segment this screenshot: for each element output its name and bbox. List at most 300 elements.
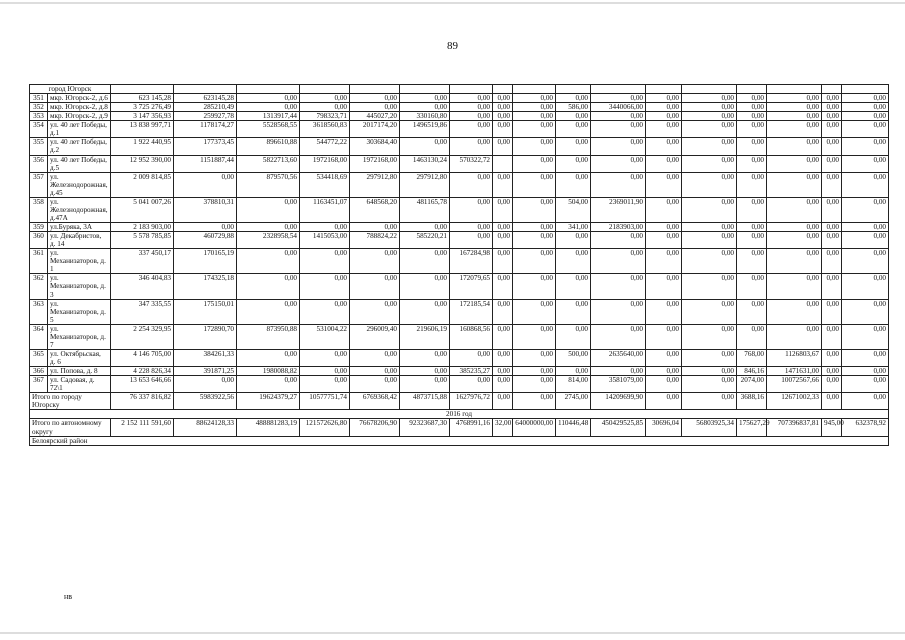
- value-cell: 2369011,90: [591, 197, 646, 222]
- value-cell: 0,00: [493, 274, 513, 299]
- table-row: [30, 103, 889, 112]
- value-cell: 798323,71: [300, 112, 350, 121]
- value-cell: 0,00: [350, 94, 400, 103]
- value-cell: 0,00: [682, 172, 737, 197]
- total-city-value: 2745,00: [556, 393, 591, 410]
- value-cell: 346 404,83: [111, 274, 174, 299]
- value-cell: 0,00: [682, 112, 737, 121]
- value-cell: 285210,49: [174, 103, 237, 112]
- value-cell: 0,00: [493, 299, 513, 324]
- value-cell: 2 009 814,85: [111, 172, 174, 197]
- value-cell: 0,00: [822, 121, 842, 138]
- value-cell: 0,00: [682, 155, 737, 172]
- value-cell: 2183903,00: [591, 223, 646, 232]
- row-number: 363: [30, 299, 48, 324]
- value-cell: 385235,27: [450, 367, 493, 376]
- value-cell: 172185,54: [450, 299, 493, 324]
- table-row: [30, 349, 889, 366]
- value-cell: 0,00: [493, 197, 513, 222]
- total-city-value: 10577751,74: [300, 393, 350, 410]
- row-number: 362: [30, 274, 48, 299]
- total-city-value: 3688,16: [737, 393, 767, 410]
- value-cell: 648568,20: [350, 197, 400, 222]
- value-cell: 0,00: [737, 274, 767, 299]
- value-cell: 0,00: [646, 197, 682, 222]
- value-cell: 5 578 785,85: [111, 232, 174, 249]
- row-number: 354: [30, 121, 48, 138]
- address-cell: ул. Механизаторов, д. 1: [48, 249, 111, 274]
- total-city-row: [30, 393, 889, 410]
- value-cell: 0,00: [513, 172, 556, 197]
- table-row: [30, 223, 889, 232]
- value-cell: 544772,22: [300, 138, 350, 155]
- value-cell: 0,00: [682, 197, 737, 222]
- value-cell: 0,00: [300, 223, 350, 232]
- value-cell: 1313917,44: [237, 112, 300, 121]
- value-cell: 0,00: [350, 349, 400, 366]
- page-number: 89: [447, 40, 458, 52]
- value-cell: 0,00: [591, 232, 646, 249]
- value-cell: 172890,70: [174, 324, 237, 349]
- value-cell: 0,00: [767, 274, 822, 299]
- value-cell: 534418,69: [300, 172, 350, 197]
- value-cell: 4 228 826,34: [111, 367, 174, 376]
- row-number: 364: [30, 324, 48, 349]
- value-cell: 0,00: [450, 121, 493, 138]
- value-cell: 3 147 356,93: [111, 112, 174, 121]
- value-cell: 0,00: [682, 376, 737, 393]
- value-cell: 0,00: [237, 103, 300, 112]
- value-cell: 0,00: [174, 223, 237, 232]
- value-cell: 0,00: [822, 274, 842, 299]
- value-cell: 0,00: [842, 249, 889, 274]
- value-cell: 0,00: [350, 299, 400, 324]
- value-cell: 0,00: [493, 121, 513, 138]
- total-okrug-value: 56803925,34: [682, 419, 737, 436]
- value-cell: 0,00: [822, 349, 842, 366]
- value-cell: 330160,80: [400, 112, 450, 121]
- value-cell: 0,00: [493, 138, 513, 155]
- value-cell: 0,00: [237, 349, 300, 366]
- value-cell: 4 146 705,00: [111, 349, 174, 366]
- value-cell: 0,00: [237, 299, 300, 324]
- value-cell: 0,00: [556, 138, 591, 155]
- value-cell: 0,00: [737, 112, 767, 121]
- row-number: 366: [30, 367, 48, 376]
- address-cell: ул. Железнодорожная, д.45: [48, 172, 111, 197]
- value-cell: 0,00: [682, 324, 737, 349]
- table-row: [30, 299, 889, 324]
- total-okrug-value: 488881283,19: [237, 419, 300, 436]
- total-okrug-value: 2 152 111 591,60: [111, 419, 174, 436]
- value-cell: 1 922 440,95: [111, 138, 174, 155]
- value-cell: 0,00: [822, 324, 842, 349]
- value-cell: 1178174,27: [174, 121, 237, 138]
- value-cell: 0,00: [591, 155, 646, 172]
- value-cell: 0,00: [682, 249, 737, 274]
- total-okrug-label: Итого по автономному округу: [30, 419, 111, 436]
- total-city-value: 19624379,27: [237, 393, 300, 410]
- value-cell: 0,00: [400, 376, 450, 393]
- section-header-row: [30, 85, 889, 94]
- total-okrug-value: 88624128,33: [174, 419, 237, 436]
- address-cell: ул. Октябрьская, д. 6: [48, 349, 111, 366]
- address-cell: мкр. Югорск-2, д.8: [48, 103, 111, 112]
- value-cell: 0,00: [646, 103, 682, 112]
- row-number: 353: [30, 112, 48, 121]
- value-cell: 586,00: [556, 103, 591, 112]
- value-cell: 0,00: [493, 103, 513, 112]
- total-okrug-value: 30696,04: [646, 419, 682, 436]
- value-cell: 0,00: [591, 121, 646, 138]
- address-cell: ул.Буряка, 3А: [48, 223, 111, 232]
- value-cell: 0,00: [237, 197, 300, 222]
- value-cell: 0,00: [450, 112, 493, 121]
- value-cell: 0,00: [842, 223, 889, 232]
- value-cell: 0,00: [237, 94, 300, 103]
- value-cell: 0,00: [350, 103, 400, 112]
- value-cell: 0,00: [842, 299, 889, 324]
- value-cell: 0,00: [842, 367, 889, 376]
- value-cell: 5 041 007,26: [111, 197, 174, 222]
- value-cell: 0,00: [513, 138, 556, 155]
- value-cell: 2328958,54: [237, 232, 300, 249]
- value-cell: 1151887,44: [174, 155, 237, 172]
- value-cell: 1471631,00: [767, 367, 822, 376]
- value-cell: 3618560,83: [300, 121, 350, 138]
- value-cell: 0,00: [646, 155, 682, 172]
- district-row: [30, 436, 889, 445]
- value-cell: 0,00: [767, 324, 822, 349]
- value-cell: 303684,40: [350, 138, 400, 155]
- value-cell: 5528568,55: [237, 121, 300, 138]
- value-cell: 0,00: [450, 138, 493, 155]
- value-cell: 0,00: [513, 94, 556, 103]
- value-cell: 13 653 646,66: [111, 376, 174, 393]
- value-cell: [493, 155, 513, 172]
- value-cell: 12 952 390,00: [111, 155, 174, 172]
- total-okrug-value: 92323687,30: [400, 419, 450, 436]
- value-cell: 160868,56: [450, 324, 493, 349]
- table-row: [30, 232, 889, 249]
- value-cell: 0,00: [556, 155, 591, 172]
- value-cell: 219606,19: [400, 324, 450, 349]
- value-cell: 0,00: [350, 367, 400, 376]
- value-cell: 0,00: [737, 94, 767, 103]
- table-row: [30, 172, 889, 197]
- row-number: 355: [30, 138, 48, 155]
- total-city-value: 5983922,56: [174, 393, 237, 410]
- value-cell: 0,00: [493, 172, 513, 197]
- total-okrug-value: 175627,29: [737, 419, 767, 436]
- value-cell: 0,00: [450, 197, 493, 222]
- value-cell: 0,00: [682, 138, 737, 155]
- value-cell: 172079,65: [450, 274, 493, 299]
- value-cell: 337 450,17: [111, 249, 174, 274]
- value-cell: 0,00: [513, 367, 556, 376]
- value-cell: 1415053,00: [300, 232, 350, 249]
- value-cell: 0,00: [842, 274, 889, 299]
- table-row: [30, 94, 889, 103]
- value-cell: 0,00: [513, 324, 556, 349]
- value-cell: 0,00: [737, 299, 767, 324]
- address-cell: ул. Механизаторов, д. 5: [48, 299, 111, 324]
- value-cell: 0,00: [842, 197, 889, 222]
- value-cell: 0,00: [493, 223, 513, 232]
- value-cell: 0,00: [556, 274, 591, 299]
- value-cell: 0,00: [400, 103, 450, 112]
- section-title: город Югорск: [30, 85, 111, 94]
- value-cell: 0,00: [646, 232, 682, 249]
- value-cell: 0,00: [300, 367, 350, 376]
- total-okrug-value: 450429525,85: [591, 419, 646, 436]
- value-cell: 0,00: [822, 232, 842, 249]
- value-cell: 0,00: [513, 376, 556, 393]
- value-cell: 0,00: [237, 274, 300, 299]
- value-cell: 0,00: [737, 103, 767, 112]
- value-cell: 0,00: [767, 232, 822, 249]
- table-row: [30, 376, 889, 393]
- value-cell: 0,00: [556, 249, 591, 274]
- total-okrug-value: 4768991,16: [450, 419, 493, 436]
- table-row: [30, 197, 889, 222]
- value-cell: 0,00: [822, 155, 842, 172]
- value-cell: 1163451,07: [300, 197, 350, 222]
- value-cell: 3440066,00: [591, 103, 646, 112]
- value-cell: 0,00: [682, 103, 737, 112]
- value-cell: 0,00: [493, 94, 513, 103]
- value-cell: 378810,31: [174, 197, 237, 222]
- scan-bottom-edge: [0, 632, 905, 634]
- value-cell: 0,00: [493, 367, 513, 376]
- value-cell: 0,00: [237, 223, 300, 232]
- value-cell: 0,00: [513, 121, 556, 138]
- value-cell: 0,00: [450, 349, 493, 366]
- value-cell: 0,00: [767, 103, 822, 112]
- value-cell: 0,00: [513, 274, 556, 299]
- value-cell: 0,00: [513, 223, 556, 232]
- table-row: [30, 155, 889, 172]
- value-cell: 0,00: [767, 223, 822, 232]
- value-cell: 2 183 903,00: [111, 223, 174, 232]
- value-cell: 0,00: [767, 138, 822, 155]
- value-cell: 0,00: [513, 299, 556, 324]
- value-cell: 0,00: [237, 376, 300, 393]
- value-cell: 0,00: [822, 197, 842, 222]
- value-cell: 788824,22: [350, 232, 400, 249]
- value-cell: 0,00: [822, 112, 842, 121]
- value-cell: 0,00: [737, 324, 767, 349]
- value-cell: 0,00: [513, 103, 556, 112]
- value-cell: 0,00: [737, 138, 767, 155]
- value-cell: 0,00: [400, 138, 450, 155]
- address-cell: ул. Декабристов, д. 14: [48, 232, 111, 249]
- value-cell: 0,00: [737, 232, 767, 249]
- repair-schedule-table: [29, 84, 889, 446]
- value-cell: 768,00: [737, 349, 767, 366]
- value-cell: 0,00: [493, 112, 513, 121]
- value-cell: 0,00: [646, 223, 682, 232]
- total-okrug-value: 64000000,00: [513, 419, 556, 436]
- address-cell: ул. 40 лет Победы, д.2: [48, 138, 111, 155]
- value-cell: 0,00: [513, 112, 556, 121]
- value-cell: 0,00: [682, 299, 737, 324]
- total-okrug-value: 632378,92: [842, 419, 889, 436]
- value-cell: 2074,00: [737, 376, 767, 393]
- value-cell: 0,00: [646, 349, 682, 366]
- row-number: 365: [30, 349, 48, 366]
- value-cell: 174325,18: [174, 274, 237, 299]
- value-cell: 0,00: [300, 376, 350, 393]
- value-cell: 0,00: [767, 249, 822, 274]
- value-cell: 0,00: [822, 249, 842, 274]
- value-cell: 0,00: [350, 223, 400, 232]
- value-cell: 504,00: [556, 197, 591, 222]
- value-cell: 0,00: [767, 172, 822, 197]
- value-cell: 0,00: [842, 172, 889, 197]
- address-cell: ул. Механизаторов, д. 7: [48, 324, 111, 349]
- value-cell: 0,00: [767, 94, 822, 103]
- value-cell: 0,00: [174, 376, 237, 393]
- total-okrug-value: 76678206,90: [350, 419, 400, 436]
- value-cell: 0,00: [767, 299, 822, 324]
- value-cell: 0,00: [822, 94, 842, 103]
- value-cell: 0,00: [591, 367, 646, 376]
- value-cell: 879570,56: [237, 172, 300, 197]
- value-cell: 0,00: [842, 324, 889, 349]
- value-cell: 13 838 997,71: [111, 121, 174, 138]
- row-number: 360: [30, 232, 48, 249]
- value-cell: 341,00: [556, 223, 591, 232]
- value-cell: 0,00: [300, 249, 350, 274]
- value-cell: 0,00: [737, 223, 767, 232]
- value-cell: 531004,22: [300, 324, 350, 349]
- table-row: [30, 121, 889, 138]
- year-label: 2016 год: [30, 410, 889, 419]
- value-cell: 1463130,24: [400, 155, 450, 172]
- value-cell: 0,00: [646, 138, 682, 155]
- value-cell: 0,00: [822, 299, 842, 324]
- value-cell: 170165,19: [174, 249, 237, 274]
- table-row: [30, 112, 889, 121]
- total-city-value: 0,00: [682, 393, 737, 410]
- value-cell: 0,00: [174, 172, 237, 197]
- value-cell: 384261,33: [174, 349, 237, 366]
- value-cell: 0,00: [493, 376, 513, 393]
- value-cell: 0,00: [682, 274, 737, 299]
- value-cell: 1980088,82: [237, 367, 300, 376]
- value-cell: 570322,72: [450, 155, 493, 172]
- scan-top-edge: [0, 2, 905, 4]
- value-cell: 0,00: [400, 94, 450, 103]
- value-cell: 3581079,00: [591, 376, 646, 393]
- value-cell: 0,00: [400, 367, 450, 376]
- value-cell: 0,00: [682, 349, 737, 366]
- value-cell: 0,00: [450, 103, 493, 112]
- value-cell: 0,00: [842, 103, 889, 112]
- value-cell: 0,00: [513, 249, 556, 274]
- value-cell: 0,00: [513, 232, 556, 249]
- value-cell: 0,00: [591, 299, 646, 324]
- row-number: 356: [30, 155, 48, 172]
- value-cell: 0,00: [646, 299, 682, 324]
- value-cell: 0,00: [646, 274, 682, 299]
- value-cell: 623145,28: [174, 94, 237, 103]
- value-cell: 0,00: [556, 121, 591, 138]
- value-cell: 0,00: [646, 121, 682, 138]
- total-city-label: Итого по городу Югорску: [30, 393, 111, 410]
- value-cell: 0,00: [450, 94, 493, 103]
- value-cell: 0,00: [682, 232, 737, 249]
- value-cell: 0,00: [842, 232, 889, 249]
- footer-mark: нв: [64, 592, 73, 601]
- value-cell: 0,00: [400, 223, 450, 232]
- table-row: [30, 138, 889, 155]
- value-cell: 0,00: [300, 274, 350, 299]
- value-cell: 2 254 329,95: [111, 324, 174, 349]
- value-cell: 0,00: [450, 232, 493, 249]
- total-okrug-value: 110446,48: [556, 419, 591, 436]
- value-cell: 814,00: [556, 376, 591, 393]
- value-cell: 0,00: [556, 94, 591, 103]
- row-number: 361: [30, 249, 48, 274]
- value-cell: 0,00: [842, 112, 889, 121]
- value-cell: 0,00: [767, 197, 822, 222]
- value-cell: 0,00: [737, 172, 767, 197]
- value-cell: 0,00: [646, 112, 682, 121]
- value-cell: 0,00: [556, 299, 591, 324]
- value-cell: 2017174,20: [350, 121, 400, 138]
- address-cell: ул. 40 лет Победы, д.1: [48, 121, 111, 138]
- address-cell: ул. Попова, д. 8: [48, 367, 111, 376]
- value-cell: 0,00: [556, 172, 591, 197]
- value-cell: 0,00: [842, 155, 889, 172]
- total-city-value: 12671002,33: [767, 393, 822, 410]
- value-cell: 0,00: [842, 349, 889, 366]
- value-cell: 0,00: [300, 299, 350, 324]
- value-cell: 0,00: [737, 197, 767, 222]
- value-cell: 0,00: [591, 249, 646, 274]
- value-cell: 0,00: [400, 249, 450, 274]
- value-cell: 0,00: [493, 349, 513, 366]
- value-cell: 0,00: [400, 349, 450, 366]
- value-cell: 0,00: [842, 94, 889, 103]
- value-cell: 0,00: [400, 299, 450, 324]
- address-cell: ул. 40 лет Победы, д.5: [48, 155, 111, 172]
- value-cell: 0,00: [350, 274, 400, 299]
- value-cell: 0,00: [591, 172, 646, 197]
- value-cell: 0,00: [400, 274, 450, 299]
- value-cell: 3 725 276,49: [111, 103, 174, 112]
- value-cell: 0,00: [646, 94, 682, 103]
- value-cell: 500,00: [556, 349, 591, 366]
- value-cell: 0,00: [646, 249, 682, 274]
- value-cell: 0,00: [300, 103, 350, 112]
- value-cell: 0,00: [556, 112, 591, 121]
- row-number: 357: [30, 172, 48, 197]
- address-cell: ул. Садовая, д. 72\1: [48, 376, 111, 393]
- value-cell: 1496519,86: [400, 121, 450, 138]
- value-cell: 0,00: [556, 324, 591, 349]
- value-cell: 347 335,55: [111, 299, 174, 324]
- value-cell: 0,00: [646, 376, 682, 393]
- value-cell: 0,00: [300, 94, 350, 103]
- value-cell: 0,00: [591, 324, 646, 349]
- value-cell: 0,00: [591, 138, 646, 155]
- value-cell: 0,00: [450, 376, 493, 393]
- value-cell: 481165,78: [400, 197, 450, 222]
- value-cell: 846,16: [737, 367, 767, 376]
